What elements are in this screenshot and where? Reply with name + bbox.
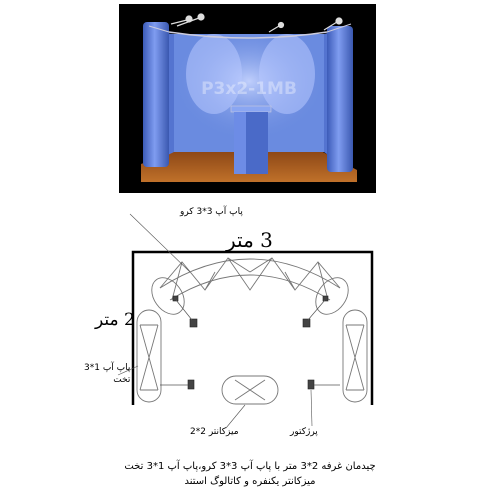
curved-popup-left-cap bbox=[145, 272, 191, 321]
flat-popup-label bbox=[84, 362, 130, 386]
caption-line-1: چیدمان غرفه 2*3 متر با پاپ آپ 3*3 کرو،پاپ آپ 1*3 تخت bbox=[124, 461, 376, 472]
leader-counter bbox=[226, 405, 245, 428]
render-watermark: P3x2-1MB bbox=[201, 79, 297, 99]
curved-popup-right-cap bbox=[309, 272, 355, 321]
curved-popup-truss bbox=[160, 258, 340, 300]
flat-popup-label-line1: پاپ آپ 1*3 bbox=[84, 363, 131, 373]
flat-popup-label-line2: تخت bbox=[113, 375, 131, 385]
leader-curved bbox=[130, 214, 190, 272]
dimension-depth-label: 2 متر bbox=[95, 310, 135, 330]
spotlight-label: پرژکتور bbox=[290, 427, 318, 437]
curved-popup-outer bbox=[160, 259, 340, 288]
curved-popup-inner bbox=[170, 275, 330, 300]
dimension-width-label: 3 متر bbox=[226, 228, 273, 252]
figure-caption bbox=[0, 459, 500, 489]
counter-label: میزکانتر 2*2 bbox=[190, 427, 239, 437]
curved-popup-label: پاپ آپ 3*3 کرو bbox=[180, 207, 243, 217]
caption-line-2: میزکانتر یکنفره و کاتالوگ استند bbox=[184, 476, 316, 487]
spotlight-icon bbox=[173, 296, 328, 389]
leader-spotlight bbox=[311, 390, 312, 426]
